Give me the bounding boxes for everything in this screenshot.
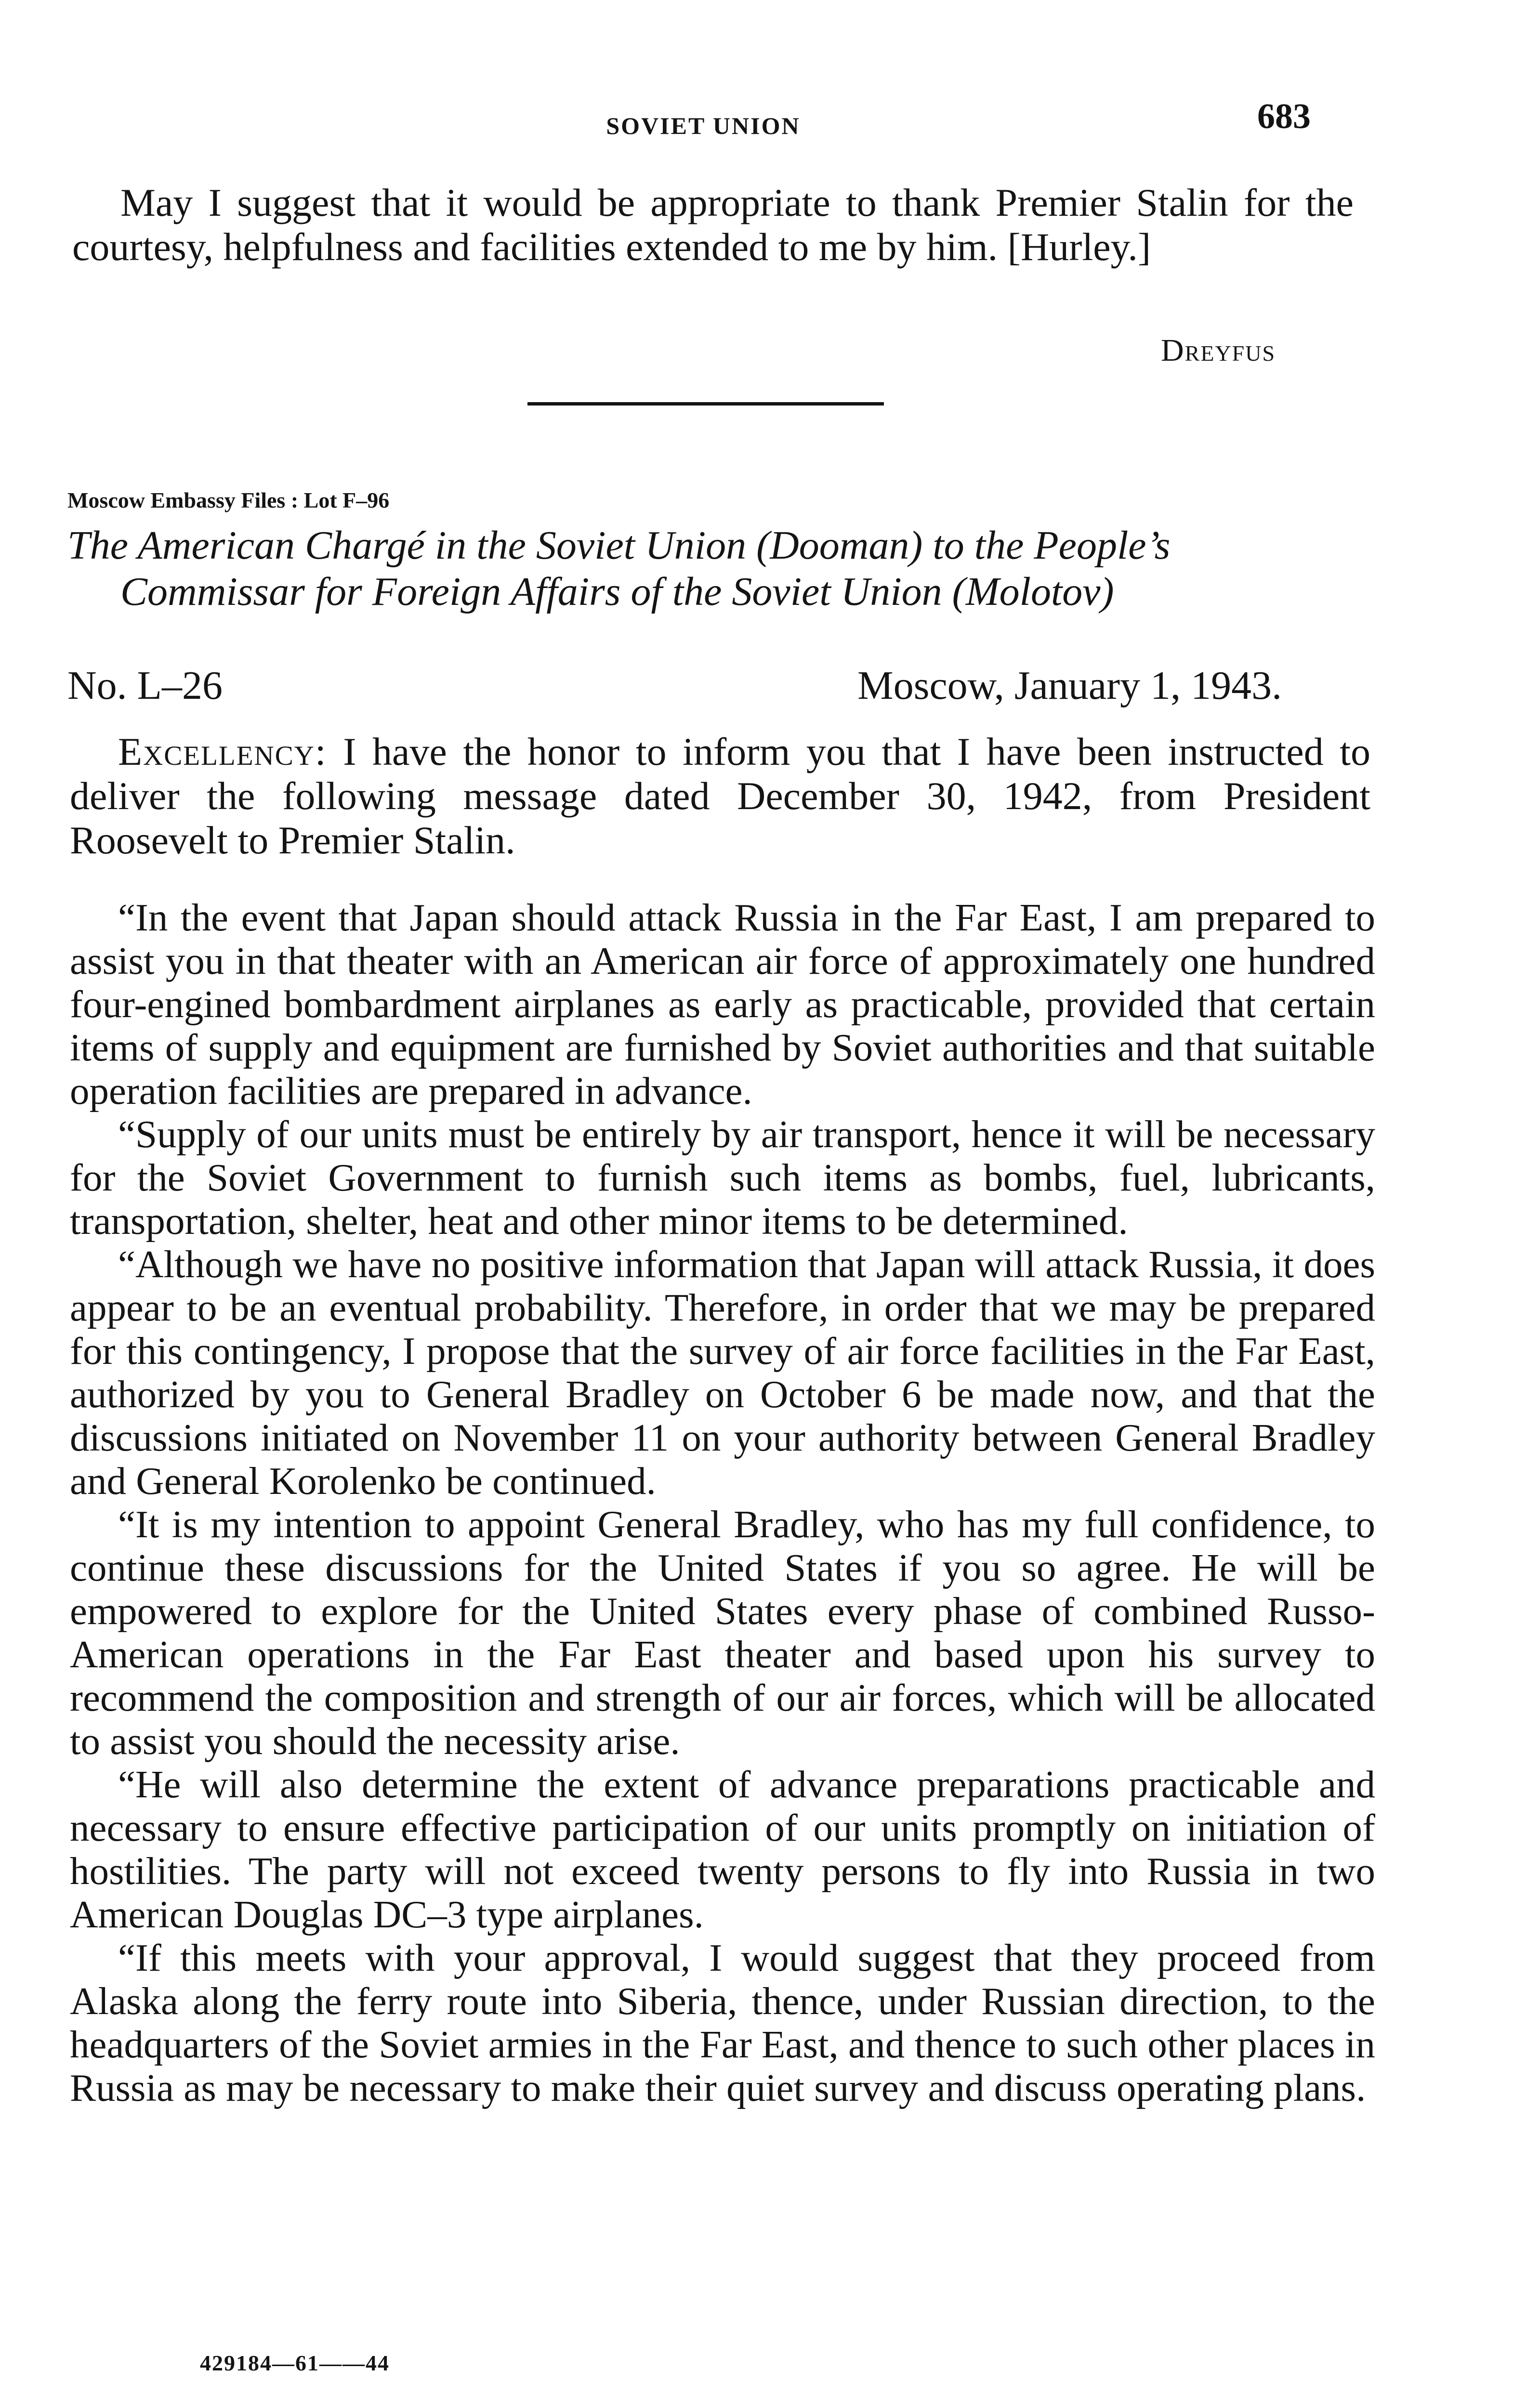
opening-text: I have the honor to inform you that I have been instructed to deliver the following message dated December 30, 1942, from President Roosevelt to Premier Stalin.: [70, 730, 1371, 862]
message-paragraph: “Although we have no positive information that Japan will attack Russia, it does appear to be an eventual probability. Therefore, in order that we may be prepared for this contingency, I propose that the survey of air force facilities in the Far East, authorized by you to General Bradley on October 6 be made now, and that the discussions initiated on November 11 on your authority between General Bradley and General Korolenko be continued.: [70, 1243, 1375, 1503]
heading-line-1: The American Chargé in the Soviet Union (Dooman) to the People’s: [67, 523, 1171, 568]
document-heading: [67, 523, 1373, 615]
section-divider: [527, 402, 884, 406]
message-body: [70, 896, 1375, 2109]
intro-paragraph: May I suggest that it would be appropriate to thank Premier Stalin for the courtesy, helpfulness and facilities extended to me by him. [Hurley.]: [72, 181, 1354, 269]
running-title: SOVIET UNION: [606, 112, 801, 139]
intro-block: [72, 181, 1354, 269]
page-number: 683: [1257, 97, 1311, 136]
signature: Dreyfus: [1161, 333, 1276, 368]
document-number: No. L–26: [67, 663, 223, 708]
opening-block: [70, 730, 1370, 863]
message-paragraph: “In the event that Japan should attack Russia in the Far East, I am prepared to assist you in that theater with an American air force of approximately one hundred four-engined bombardment airplanes as early as practicable, provided that certain items of supply and equipment are furnished by Soviet authorities and that suitable operation facilities are prepared in advance.: [70, 896, 1375, 1112]
print-code: 429184—61——44: [200, 2351, 390, 2375]
dateline: Moscow, January 1, 1943.: [857, 663, 1282, 708]
message-paragraph: “He will also determine the extent of advance preparations practicable and necessary to ensure effective participation of our units promptly on initiation of hostilities. The party will not exceed twenty persons to fly into Russia in two American Douglas DC–3 type airplanes.: [70, 1763, 1375, 1936]
message-paragraph: “If this meets with your approval, I would suggest that they proceed from Alaska along the ferry route into Siberia, thence, under Russian direction, to the headquarters of the Soviet armies in the Far East, and thence to such other places in Russia as may be necessary to make their quiet survey and discuss operating plans.: [70, 1936, 1375, 2109]
opening-paragraph: [70, 730, 1370, 863]
heading-line-2: Commissar for Foreign Affairs of the Soviet Union (Molotov): [120, 569, 1114, 614]
salutation: Excellency:: [118, 730, 327, 773]
message-paragraph: “It is my intention to appoint General Bradley, who has my full confidence, to continue these discussions for the United States if you so agree. He will be empowered to explore for the United States every phase of combined Russo-American operations in the Far East theater and based upon his survey to recommend the composition and strength of our air forces, which will be allocated to assist you should the necessity arise.: [70, 1503, 1375, 1763]
message-paragraph: “Supply of our units must be entirely by air transport, hence it will be necessary for the Soviet Government to furnish such items as bombs, fuel, lubricants, transportation, shelter, heat and other minor items to be determined.: [70, 1112, 1375, 1243]
source-citation: Moscow Embassy Files : Lot F–96: [67, 488, 390, 512]
